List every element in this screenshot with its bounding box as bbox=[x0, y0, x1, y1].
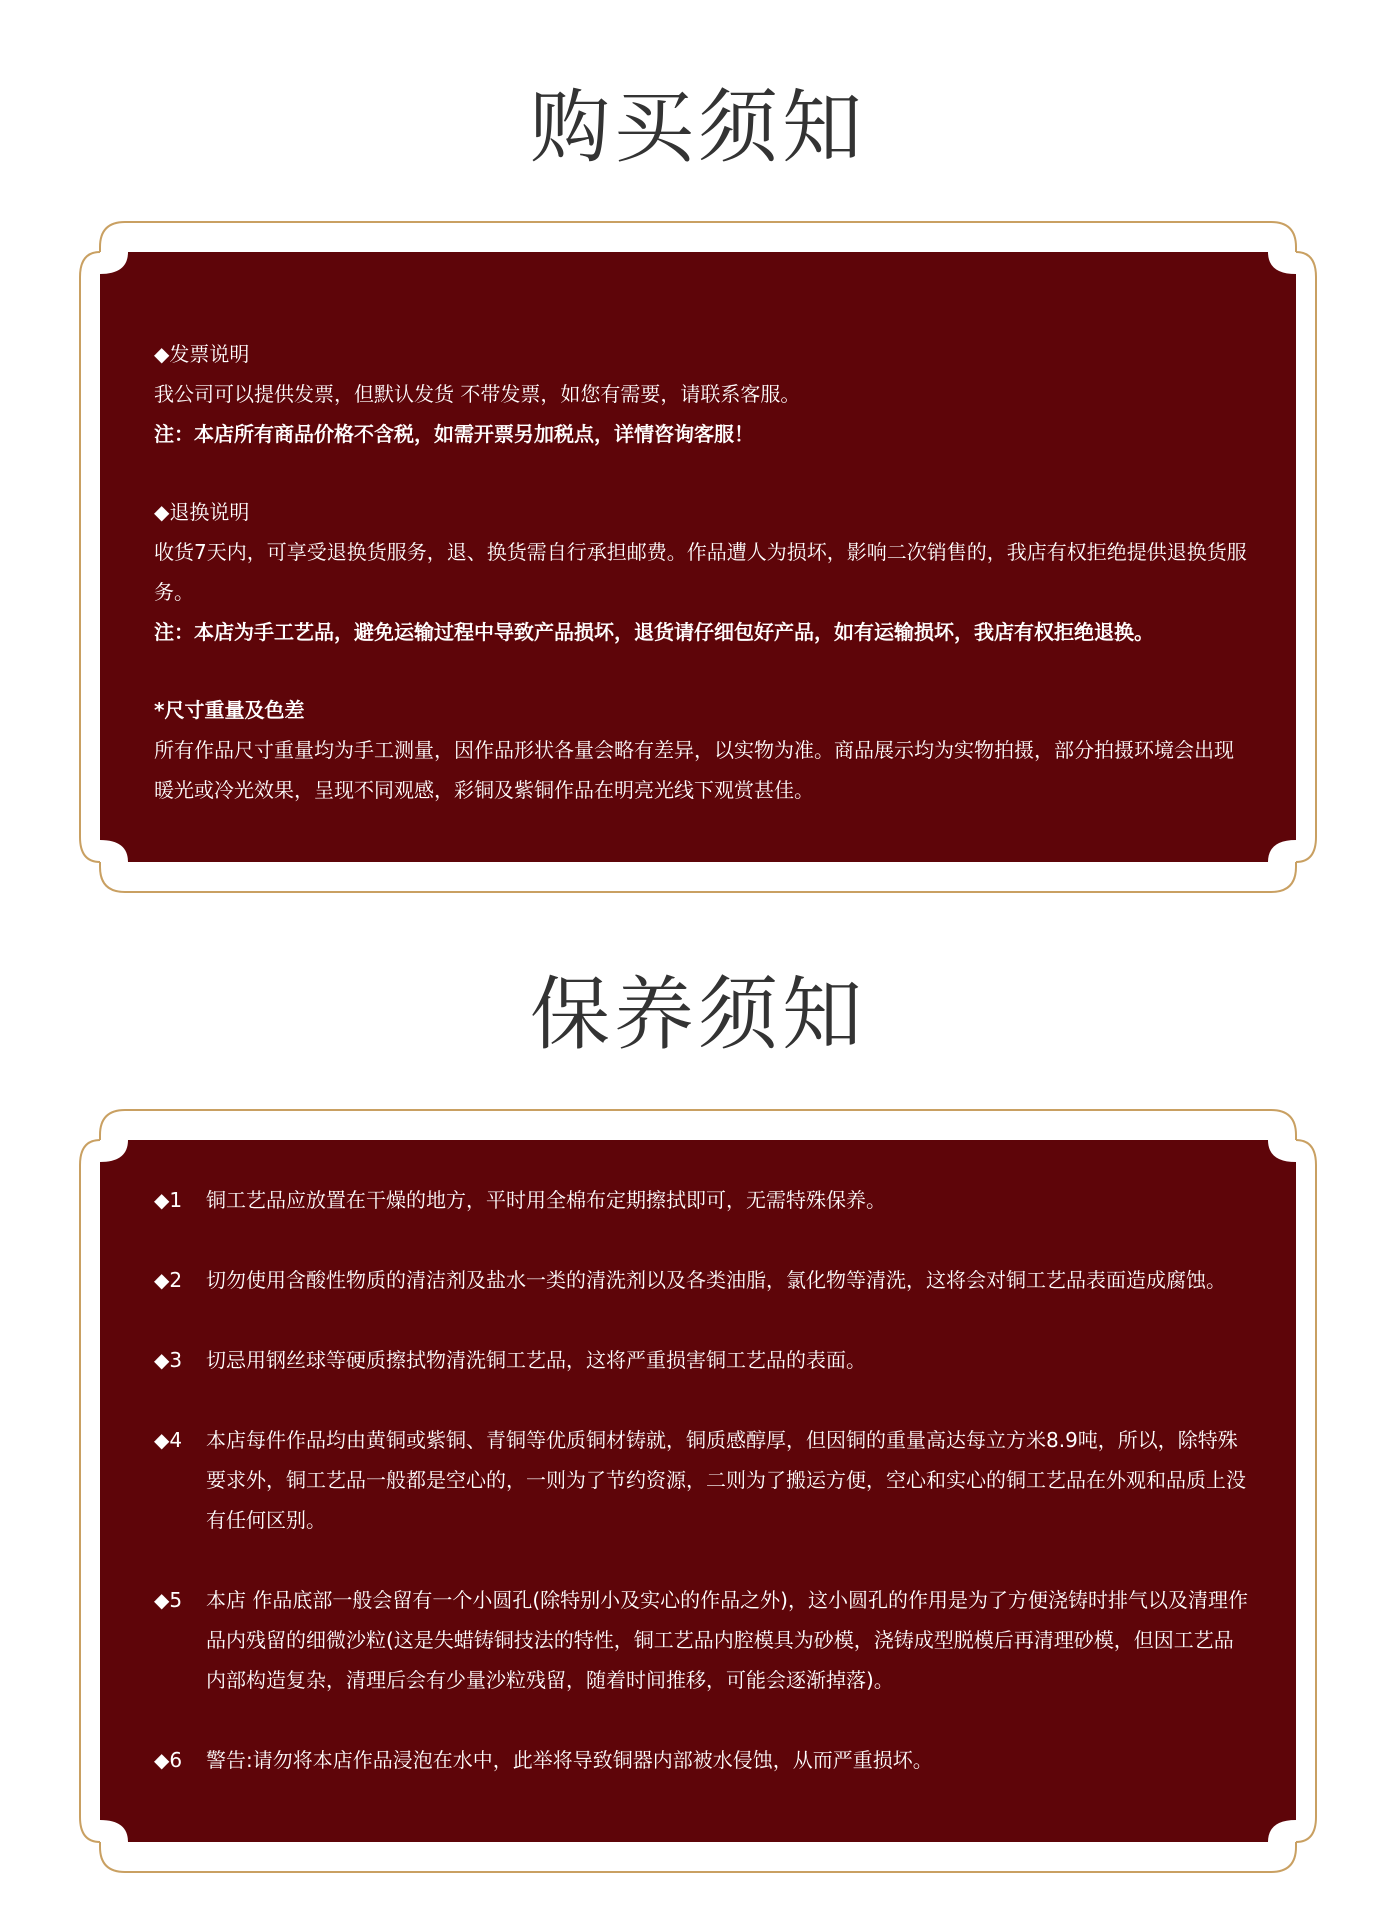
return-text: 收货7天内，可享受退换货服务，退、换货需自行承担邮费。作品遭人为损坏，影响二次销售的，我店有权拒绝提供退换货服务。 bbox=[154, 540, 1247, 604]
purchase-notice-frame bbox=[80, 222, 1316, 892]
care-item-number: ◆6 bbox=[154, 1748, 183, 1772]
purchase-notice-title: 购买须知 bbox=[530, 81, 866, 174]
size-text: 所有作品尺寸重量均为手工测量，因作品形状各量会略有差异，以实物为准。商品展示均为实物拍摄，部分拍摄环境会出现暖光或冷光效果，呈现不同观感，彩铜及紫铜作品在明亮光线下观赏甚佳。 bbox=[154, 738, 1234, 802]
invoice-heading: ◆发票说明 bbox=[154, 342, 250, 366]
return-heading: ◆退换说明 bbox=[154, 500, 250, 524]
care-item-5 bbox=[154, 1580, 1248, 1700]
care-item-1 bbox=[154, 1180, 1248, 1220]
care-item-number: ◆3 bbox=[154, 1348, 183, 1372]
care-item-text: 本店 作品底部一般会留有一个小圆孔(除特别小及实心的作品之外)，这小圆孔的作用是为了方便浇铸时排气以及清理作品内残留的细微沙粒(这是失蜡铸铜技法的特性，铜工艺品内腔模具为砂模，浇铸成型脱模后再清理砂模，但因工艺品内部构造复杂，清理后会有少量沙粒残留，随着时间推移，可能会逐渐掉落)。 bbox=[206, 1588, 1248, 1692]
care-item-text: 警告:请勿将本店作品浸泡在水中，此举将导致铜器内部被水侵蚀，从而严重损坏。 bbox=[206, 1748, 933, 1772]
care-item-number: ◆1 bbox=[154, 1188, 183, 1212]
care-item-2 bbox=[154, 1260, 1248, 1300]
invoice-text: 我公司可以提供发票，但默认发货 不带发票，如您有需要，请联系客服。 bbox=[154, 382, 801, 406]
care-item-number: ◆5 bbox=[154, 1588, 183, 1612]
care-item-6 bbox=[154, 1740, 1248, 1780]
care-item-text: 本店每件作品均由黄铜或紫铜、青铜等优质铜材铸就，铜质感醇厚，但因铜的重量高达每立方米8.9吨，所以，除特殊要求外，铜工艺品一般都是空心的，一则为了节约资源，二则为了搬运方便，空心和实心的铜工艺品在外观和品质上没有任何区别。 bbox=[206, 1428, 1246, 1532]
care-item-number: ◆4 bbox=[154, 1428, 183, 1452]
care-item-4 bbox=[154, 1420, 1248, 1540]
care-notice-title: 保养须知 bbox=[530, 968, 866, 1061]
care-notice-frame bbox=[80, 1110, 1316, 1872]
return-note: 注：本店为手工艺品，避免运输过程中导致产品损坏，退货请仔细包好产品，如有运输损坏，我店有权拒绝退换。 bbox=[154, 620, 1154, 644]
care-item-text: 切勿使用含酸性物质的清洁剂及盐水一类的清洗剂以及各类油脂，氯化物等清洗，这将会对铜工艺品表面造成腐蚀。 bbox=[206, 1268, 1226, 1292]
size-heading: *尺寸重量及色差 bbox=[154, 698, 305, 722]
purchase-notice-panel bbox=[100, 252, 1296, 862]
care-notice-panel bbox=[100, 1140, 1296, 1842]
care-item-3 bbox=[154, 1340, 1248, 1380]
care-item-text: 切忌用钢丝球等硬质擦拭物清洗铜工艺品，这将严重损害铜工艺品的表面。 bbox=[206, 1348, 866, 1372]
care-item-number: ◆2 bbox=[154, 1268, 183, 1292]
care-item-text: 铜工艺品应放置在干燥的地方，平时用全棉布定期擦拭即可，无需特殊保养。 bbox=[206, 1188, 886, 1212]
invoice-note: 注：本店所有商品价格不含税，如需开票另加税点，详情咨询客服！ bbox=[154, 422, 754, 446]
